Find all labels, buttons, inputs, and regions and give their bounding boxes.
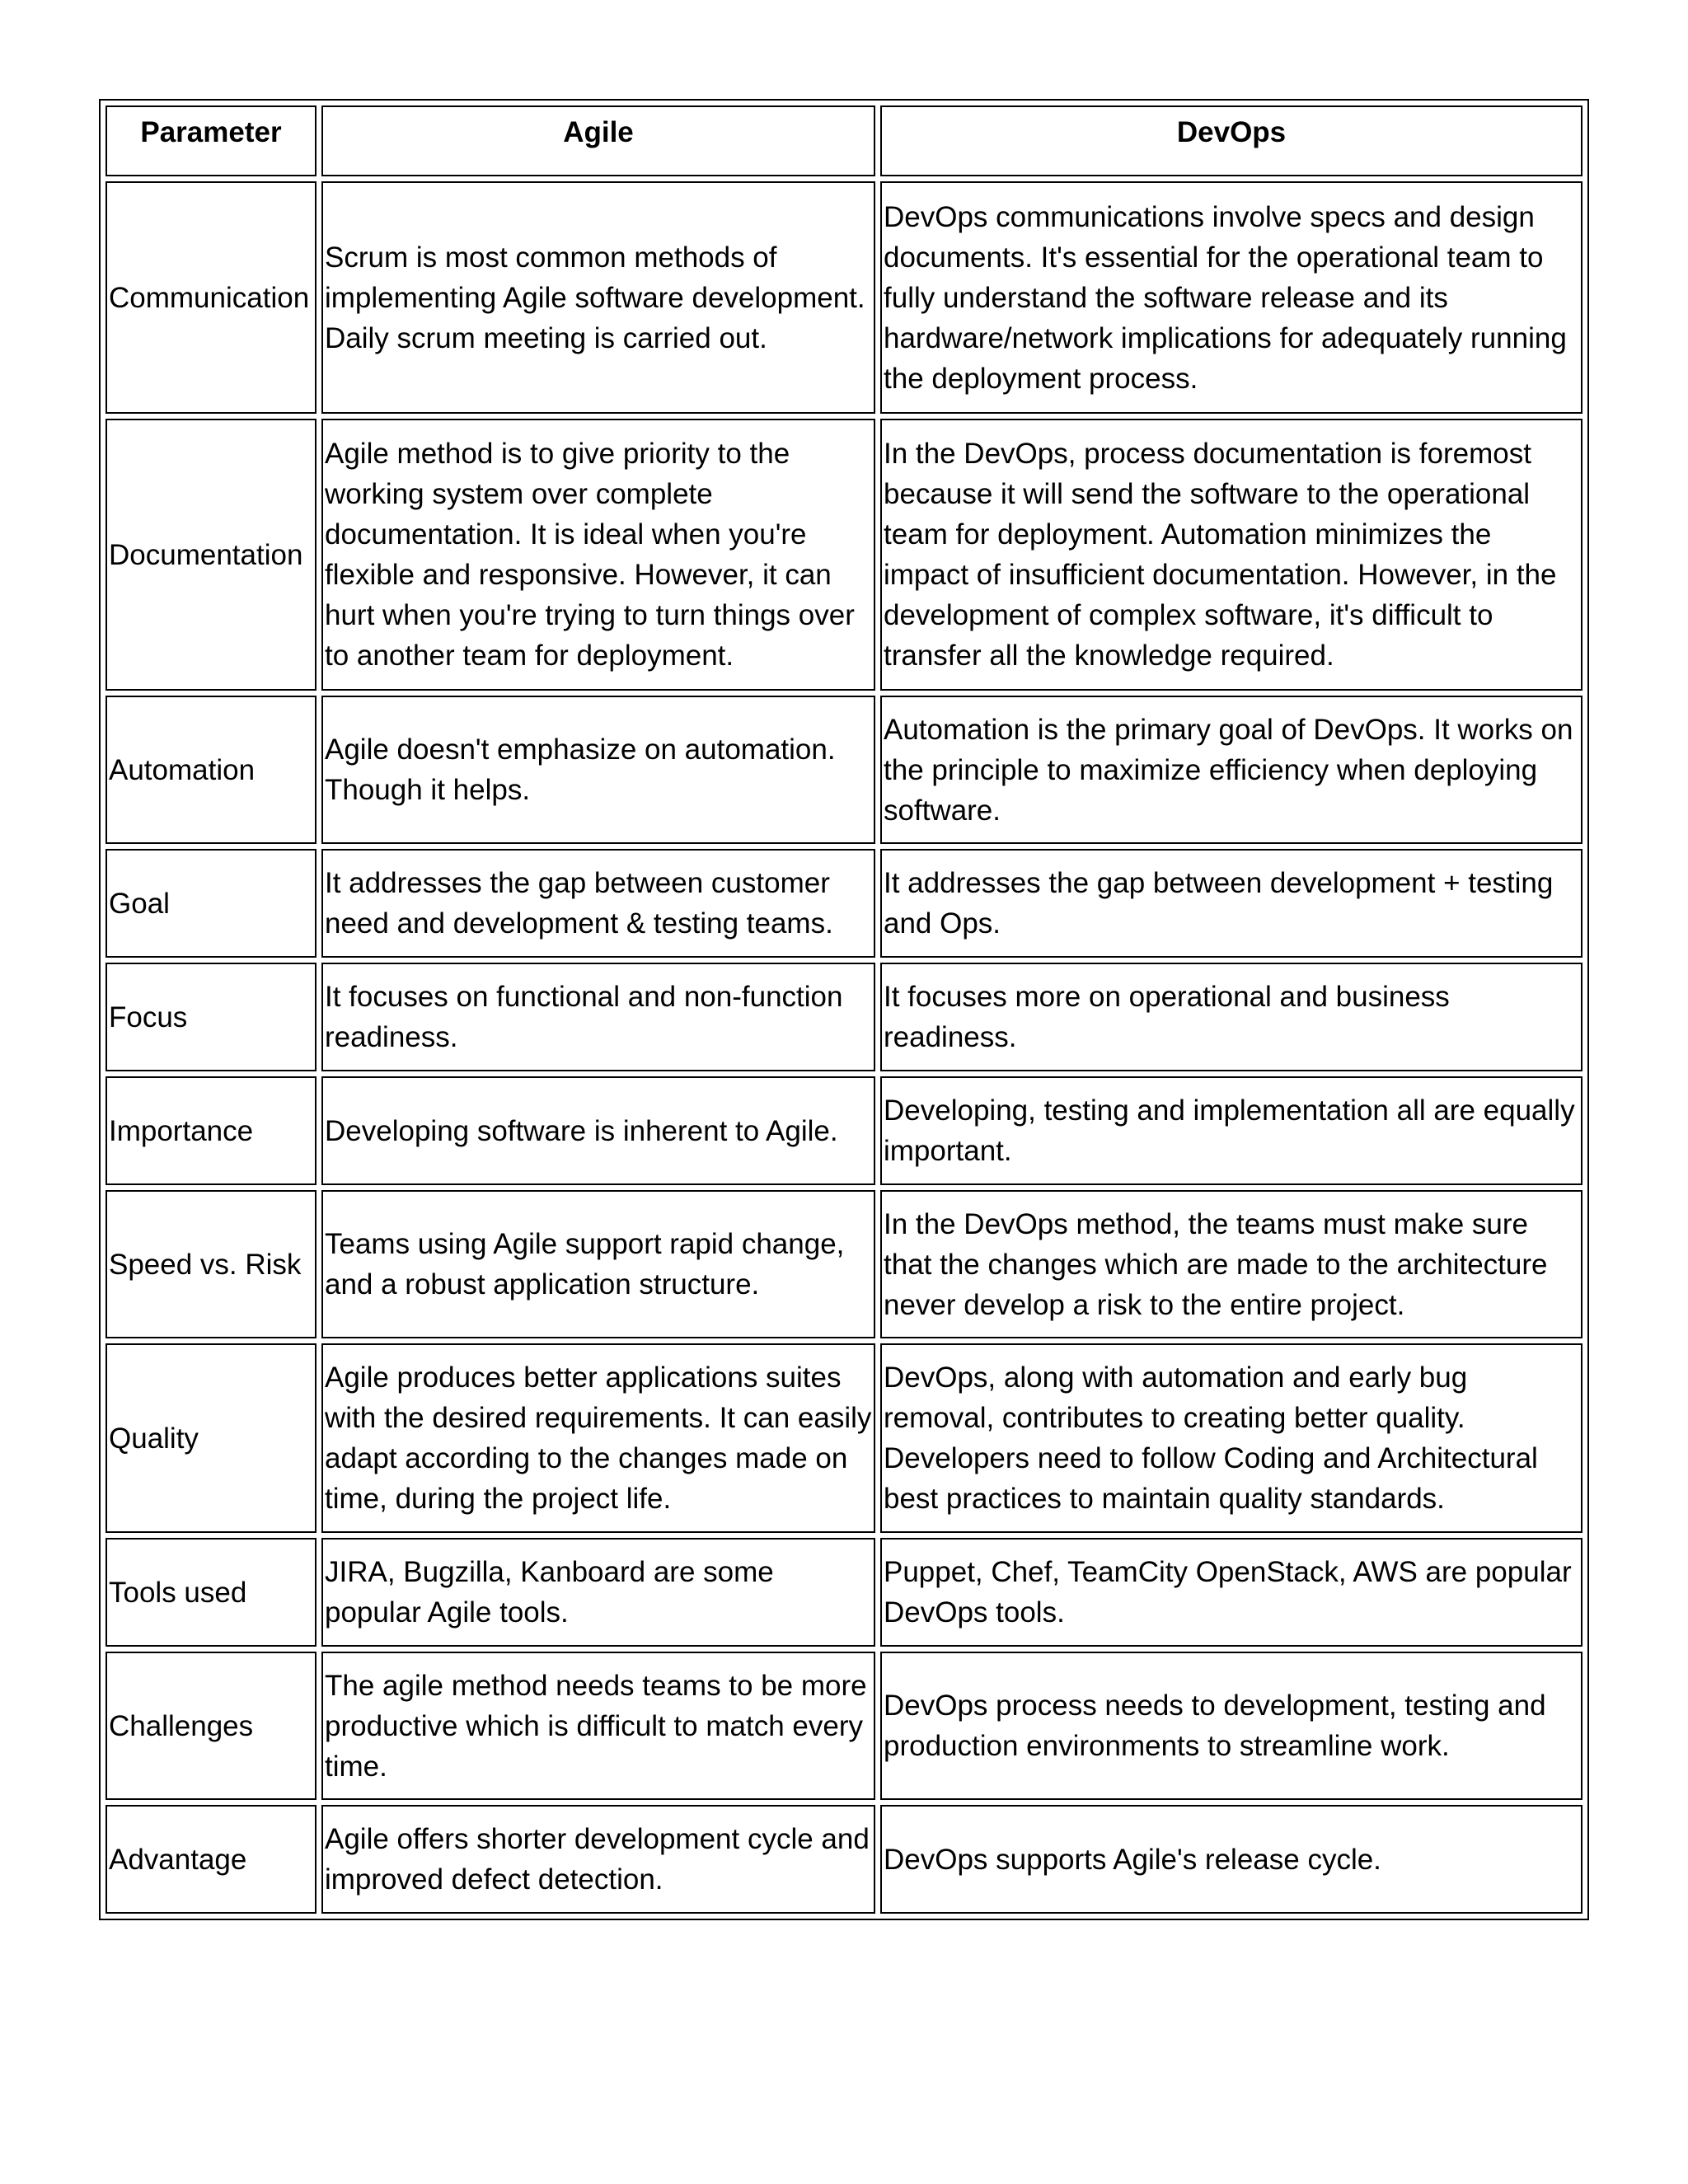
devops-cell: Automation is the primary goal of DevOps. It works on the principle to maximize efficiency when deploying software. <box>880 696 1582 844</box>
devops-cell: DevOps process needs to development, testing and production environments to streamline work. <box>880 1652 1582 1800</box>
devops-cell: DevOps, along with automation and early bug removal, contributes to creating better quality. Developers need to follow Coding and Architectural best practices to maintain quality standards. <box>880 1343 1582 1533</box>
parameter-cell: Tools used <box>106 1538 316 1647</box>
devops-cell: It addresses the gap between development + testing and Ops. <box>880 849 1582 958</box>
parameter-cell: Importance <box>106 1076 316 1185</box>
parameter-cell: Quality <box>106 1343 316 1533</box>
parameter-cell: Communication <box>106 181 316 414</box>
header-row <box>106 105 1582 176</box>
devops-cell: It focuses more on operational and business readiness. <box>880 963 1582 1071</box>
comparison-table <box>99 99 1589 1920</box>
agile-cell: Developing software is inherent to Agile. <box>321 1076 875 1185</box>
parameter-cell: Automation <box>106 696 316 844</box>
agile-cell: Agile doesn't emphasize on automation. Though it helps. <box>321 696 875 844</box>
table-row <box>106 1343 1582 1533</box>
table-row <box>106 1190 1582 1338</box>
parameter-cell: Focus <box>106 963 316 1071</box>
agile-cell: It addresses the gap between customer need and development & testing teams. <box>321 849 875 958</box>
table-row <box>106 849 1582 958</box>
parameter-cell: Challenges <box>106 1652 316 1800</box>
agile-cell: Teams using Agile support rapid change, and a robust application structure. <box>321 1190 875 1338</box>
agile-cell: JIRA, Bugzilla, Kanboard are some popular Agile tools. <box>321 1538 875 1647</box>
table-row <box>106 1805 1582 1914</box>
agile-cell: Agile offers shorter development cycle and improved defect detection. <box>321 1805 875 1914</box>
table-row <box>106 419 1582 691</box>
devops-cell: DevOps communications involve specs and design documents. It's essential for the operational team to fully understand the software release and its hardware/network implications for adequately running the deployment process. <box>880 181 1582 414</box>
header-agile: Agile <box>321 105 875 176</box>
parameter-cell: Speed vs. Risk <box>106 1190 316 1338</box>
agile-cell: Agile method is to give priority to the working system over complete documentation. It is ideal when you're flexible and responsive. However, it can hurt when you're trying to turn things over to another team for deployment. <box>321 419 875 691</box>
parameter-cell: Goal <box>106 849 316 958</box>
header-parameter: Parameter <box>106 105 316 176</box>
table-row <box>106 181 1582 414</box>
agile-cell: The agile method needs teams to be more productive which is difficult to match every time. <box>321 1652 875 1800</box>
devops-cell: In the DevOps method, the teams must make sure that the changes which are made to the architecture never develop a risk to the entire project. <box>880 1190 1582 1338</box>
parameter-cell: Advantage <box>106 1805 316 1914</box>
table-row <box>106 1652 1582 1800</box>
agile-cell: Agile produces better applications suites with the desired requirements. It can easily adapt according to the changes made on time, during the project life. <box>321 1343 875 1533</box>
table-row <box>106 696 1582 844</box>
table-row <box>106 963 1582 1071</box>
devops-cell: DevOps supports Agile's release cycle. <box>880 1805 1582 1914</box>
devops-cell: In the DevOps, process documentation is foremost because it will send the software to the operational team for deployment. Automation minimizes the impact of insufficient documentation. However, in the development of complex software, it's difficult to transfer all the knowledge required. <box>880 419 1582 691</box>
agile-cell: Scrum is most common methods of implementing Agile software development. Daily scrum meeting is carried out. <box>321 181 875 414</box>
devops-cell: Developing, testing and implementation all are equally important. <box>880 1076 1582 1185</box>
agile-cell: It focuses on functional and non-function readiness. <box>321 963 875 1071</box>
devops-cell: Puppet, Chef, TeamCity OpenStack, AWS are popular DevOps tools. <box>880 1538 1582 1647</box>
header-devops: DevOps <box>880 105 1582 176</box>
table-row <box>106 1538 1582 1647</box>
parameter-cell: Documentation <box>106 419 316 691</box>
table-row <box>106 1076 1582 1185</box>
